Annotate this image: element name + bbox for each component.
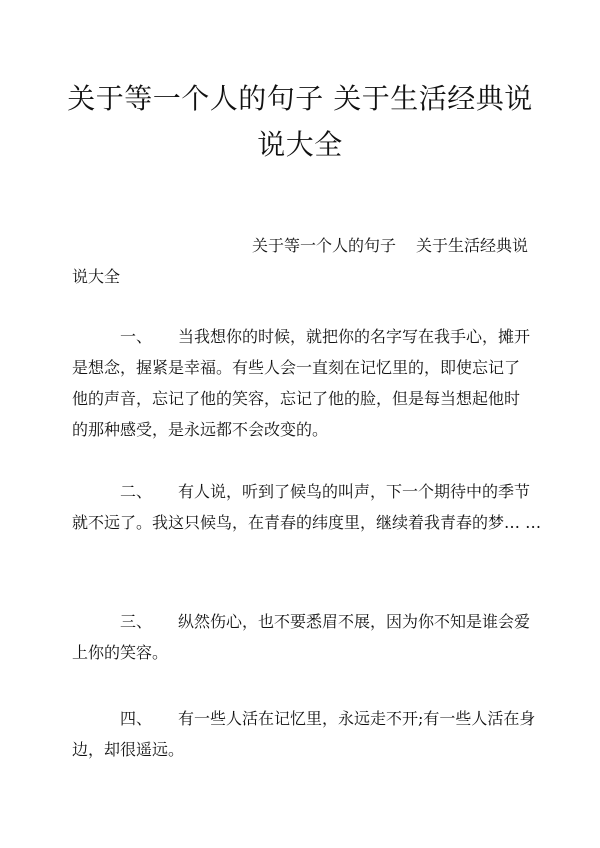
item-1-line-1 — [72, 322, 542, 352]
item-1-text-1: 当我想你的时候，就把你的名字写在我手心，摊开 — [178, 327, 531, 346]
item-4-number: 四、 — [120, 709, 153, 728]
subtitle-part-2: 关于生活经典说 — [416, 236, 529, 255]
subtitle-part-1: 关于等一个人的句子 — [252, 236, 397, 255]
item-3-line-2: 上你的笑容。 — [72, 643, 169, 662]
item-4-text-1: 有一些人活在记忆里，永远走不开;有一些人活在身 — [178, 709, 536, 728]
item-3-text-1: 纵然伤心，也不要悉眉不展，因为你不知是谁会爱 — [178, 612, 531, 631]
item-4-line-2: 边，却很遥远。 — [72, 740, 185, 759]
subtitle-line-1 — [72, 231, 542, 261]
item-1-line-2: 是想念，握紧是幸福。有些人会一直刻在记忆里的，即使忘记了 — [72, 358, 521, 377]
item-2-line-1 — [72, 477, 542, 507]
item-2-text-1: 有人说，听到了候鸟的叫声，下一个期待中的季节 — [178, 482, 531, 501]
item-1-number: 一、 — [120, 327, 153, 346]
item-4-line-1 — [72, 704, 542, 734]
item-2-number: 二、 — [120, 482, 153, 501]
page-title-line-2: 说大全 — [257, 128, 343, 161]
item-3-line-1 — [72, 607, 542, 637]
item-2-line-2: 就不远了。我这只候鸟，在青春的纬度里，继续着我青春的梦… … — [72, 513, 542, 532]
subtitle-line-2: 说大全 — [72, 267, 121, 286]
item-1-line-4: 的那种感受，是永远都不会改变的。 — [72, 420, 329, 439]
item-1-line-3: 他的声音，忘记了他的笑容，忘记了他的脸，但是每当想起他时 — [72, 389, 521, 408]
page-title-line-1: 关于等一个人的句子 关于生活经典说 — [67, 82, 533, 115]
item-3-number: 三、 — [120, 612, 153, 631]
